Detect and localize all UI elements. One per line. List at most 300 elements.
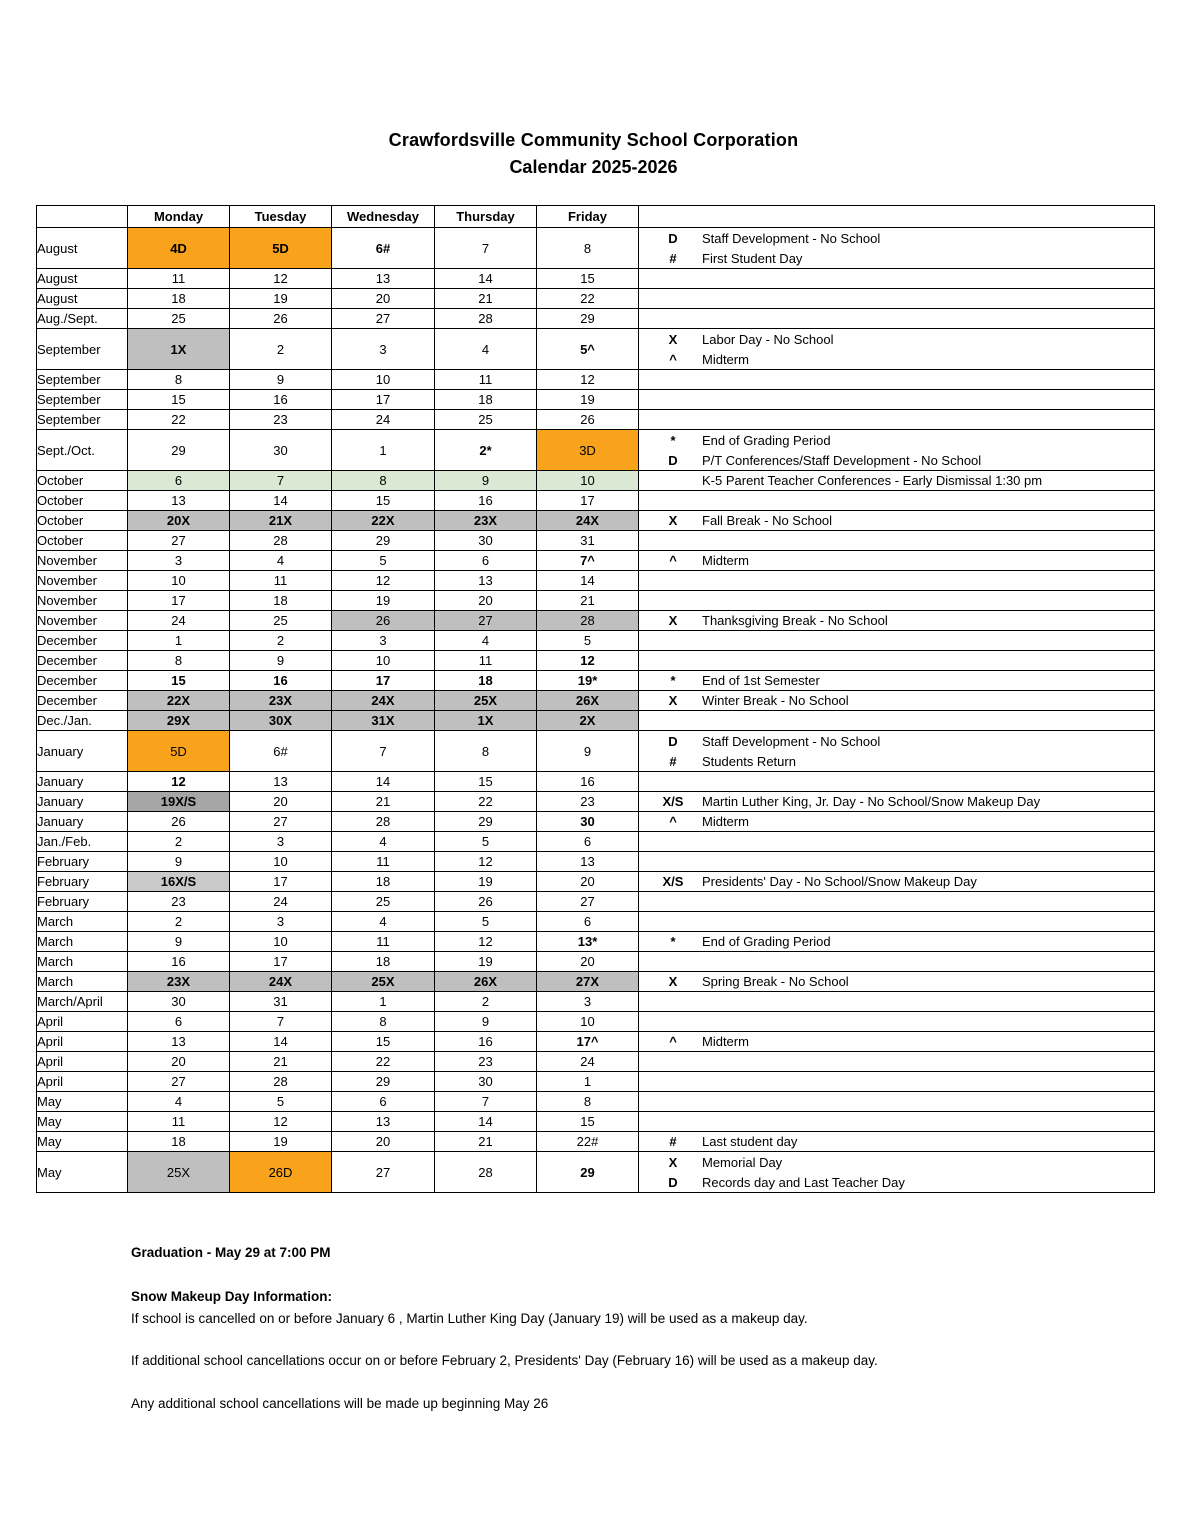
day-cell: 13 xyxy=(332,269,435,289)
notes-cell xyxy=(639,1112,1155,1132)
page-title: Crawfordsville Community School Corporation xyxy=(388,130,799,150)
day-cell: 21 xyxy=(537,591,639,611)
day-cell: 30 xyxy=(435,531,537,551)
day-cell: 11 xyxy=(435,651,537,671)
day-cell: 16 xyxy=(537,772,639,792)
note-line xyxy=(639,751,1154,771)
notes-cell xyxy=(639,932,1155,952)
month-label: September xyxy=(37,390,128,410)
day-cell: 9 xyxy=(435,471,537,491)
day-cell: 25 xyxy=(332,892,435,912)
day-cell: 3 xyxy=(537,992,639,1012)
note-description: K-5 Parent Teacher Conferences - Early Dismissal 1:30 pm xyxy=(702,473,1043,488)
day-cell: 6 xyxy=(128,471,230,491)
note-symbol: # xyxy=(669,1134,677,1149)
day-cell: 19 xyxy=(435,872,537,892)
day-cell: 24X xyxy=(537,511,639,531)
day-cell: 29 xyxy=(332,531,435,551)
day-cell: 3 xyxy=(332,329,435,370)
day-cell: 22 xyxy=(128,410,230,430)
day-cell: 13 xyxy=(128,491,230,511)
notes-cell xyxy=(639,471,1155,491)
day-cell: 19 xyxy=(230,1132,332,1152)
calendar-week-row xyxy=(37,309,1155,329)
note-symbol: * xyxy=(670,673,676,688)
month-label: December xyxy=(37,691,128,711)
day-cell: 1 xyxy=(537,1072,639,1092)
day-cell: 20 xyxy=(435,591,537,611)
note-symbol: X xyxy=(668,974,678,989)
day-cell: 9 xyxy=(537,731,639,772)
notes-cell xyxy=(639,792,1155,812)
note-description: Midterm xyxy=(702,1034,749,1049)
notes-cell xyxy=(639,1152,1155,1193)
calendar-week-row xyxy=(37,511,1155,531)
day-cell: 14 xyxy=(230,491,332,511)
day-cell: 30X xyxy=(230,711,332,731)
note-symbol: X/S xyxy=(662,874,684,889)
note-description: First Student Day xyxy=(702,250,803,266)
day-cell: 28 xyxy=(435,1152,537,1193)
note-symbol: X xyxy=(668,613,678,628)
notes-cell xyxy=(639,511,1155,531)
notes-cell xyxy=(639,812,1155,832)
month-label: August xyxy=(37,289,128,309)
month-label: April xyxy=(37,1012,128,1032)
month-label: March xyxy=(37,912,128,932)
day-cell: 27 xyxy=(128,531,230,551)
note-line xyxy=(639,1033,1154,1051)
notes-cell xyxy=(639,832,1155,852)
note-line xyxy=(639,552,1154,570)
note-symbol: ^ xyxy=(669,553,677,568)
notes-cell xyxy=(639,912,1155,932)
day-cell: 10 xyxy=(332,651,435,671)
day-cell: 20 xyxy=(332,289,435,309)
day-cell: 1 xyxy=(332,992,435,1012)
calendar-week-row xyxy=(37,430,1155,471)
calendar-week-row xyxy=(37,671,1155,691)
day-cell: 18 xyxy=(332,952,435,972)
day-cell: 8 xyxy=(435,731,537,772)
day-cell: 6 xyxy=(435,551,537,571)
calendar-week-row xyxy=(37,329,1155,370)
month-label: January xyxy=(37,772,128,792)
month-label: December xyxy=(37,671,128,691)
note-line xyxy=(639,813,1154,831)
day-cell: 12 xyxy=(537,370,639,390)
note-line xyxy=(639,248,1154,268)
day-cell: 25 xyxy=(435,410,537,430)
day-cell: 4D xyxy=(128,228,230,269)
day-cell: 31X xyxy=(332,711,435,731)
day-cell: 5^ xyxy=(537,329,639,370)
notes-cell xyxy=(639,390,1155,410)
calendar-week-row xyxy=(37,932,1155,952)
day-cell: 29 xyxy=(435,812,537,832)
day-cell: 20 xyxy=(537,952,639,972)
note-line xyxy=(639,873,1154,891)
month-label: January xyxy=(37,812,128,832)
note-line xyxy=(639,472,1154,490)
notes-cell xyxy=(639,571,1155,591)
notes-cell xyxy=(639,269,1155,289)
calendar-week-row xyxy=(37,1052,1155,1072)
day-cell: 9 xyxy=(230,370,332,390)
month-label: November xyxy=(37,571,128,591)
month-label: September xyxy=(37,410,128,430)
day-cell: 16 xyxy=(230,671,332,691)
day-cell: 14 xyxy=(332,772,435,792)
day-cell: 10 xyxy=(332,370,435,390)
day-cell: 3 xyxy=(128,551,230,571)
snow-makeup-title: Snow Makeup Day Information: xyxy=(131,1289,333,1304)
day-cell: 15 xyxy=(332,1032,435,1052)
day-cell: 17 xyxy=(230,872,332,892)
note-symbol: # xyxy=(669,250,677,266)
day-cell: 14 xyxy=(537,571,639,591)
day-cell: 29 xyxy=(332,1072,435,1092)
note-description: Fall Break - No School xyxy=(702,513,833,528)
note-symbol: D xyxy=(668,452,678,468)
graduation-note: Graduation - May 29 at 7:00 PM xyxy=(131,1245,331,1260)
column-header-empty xyxy=(639,206,1155,228)
note-symbol: X xyxy=(668,1154,678,1170)
day-cell: 25 xyxy=(230,611,332,631)
calendar-week-row xyxy=(37,1072,1155,1092)
note-symbol: X xyxy=(668,693,678,708)
day-cell: 29X xyxy=(128,711,230,731)
day-cell: 2 xyxy=(230,631,332,651)
day-cell: 15 xyxy=(332,491,435,511)
note-line xyxy=(639,1172,1154,1192)
day-cell: 4 xyxy=(230,551,332,571)
note-description: Labor Day - No School xyxy=(702,331,834,347)
day-cell: 11 xyxy=(332,852,435,872)
note-line xyxy=(639,933,1154,951)
calendar-week-row xyxy=(37,471,1155,491)
note-description: Students Return xyxy=(702,753,796,769)
day-cell: 16 xyxy=(435,1032,537,1052)
day-cell: 31 xyxy=(230,992,332,1012)
notes-cell xyxy=(639,731,1155,772)
day-cell: 19X/S xyxy=(128,792,230,812)
calendar-week-row xyxy=(37,812,1155,832)
day-cell: 9 xyxy=(435,1012,537,1032)
calendar-week-row xyxy=(37,1112,1155,1132)
column-header-friday: Friday xyxy=(537,206,639,228)
day-cell: 4 xyxy=(332,912,435,932)
day-cell: 5D xyxy=(128,731,230,772)
day-cell: 21 xyxy=(435,1132,537,1152)
note-description: End of Grading Period xyxy=(702,432,831,448)
day-cell: 30 xyxy=(435,1072,537,1092)
day-cell: 14 xyxy=(435,269,537,289)
day-cell: 27 xyxy=(230,812,332,832)
day-cell: 7^ xyxy=(537,551,639,571)
note-line xyxy=(639,731,1154,751)
month-label: November xyxy=(37,611,128,631)
day-cell: 23X xyxy=(230,691,332,711)
column-header-wednesday: Wednesday xyxy=(332,206,435,228)
day-cell: 8 xyxy=(537,1092,639,1112)
calendar-week-row xyxy=(37,390,1155,410)
notes-cell xyxy=(639,872,1155,892)
day-cell: 10 xyxy=(230,932,332,952)
day-cell: 12 xyxy=(435,852,537,872)
note-description: End of 1st Semester xyxy=(702,673,820,688)
day-cell: 9 xyxy=(230,651,332,671)
day-cell: 1X xyxy=(435,711,537,731)
day-cell: 13* xyxy=(537,932,639,952)
day-cell: 19 xyxy=(537,390,639,410)
day-cell: 26 xyxy=(230,309,332,329)
day-cell: 5D xyxy=(230,228,332,269)
month-label: March xyxy=(37,952,128,972)
note-line xyxy=(639,1152,1154,1172)
day-cell: 10 xyxy=(128,571,230,591)
day-cell: 25X xyxy=(128,1152,230,1193)
day-cell: 11 xyxy=(230,571,332,591)
note-description: Records day and Last Teacher Day xyxy=(702,1174,905,1190)
calendar-week-row xyxy=(37,731,1155,772)
notes-cell xyxy=(639,370,1155,390)
note-line xyxy=(639,612,1154,630)
day-cell: 21 xyxy=(230,1052,332,1072)
note-line xyxy=(639,430,1154,450)
day-cell: 27X xyxy=(537,972,639,992)
day-cell: 28 xyxy=(230,531,332,551)
day-cell: 5 xyxy=(435,912,537,932)
notes-cell xyxy=(639,611,1155,631)
day-cell: 7 xyxy=(435,1092,537,1112)
day-cell: 24X xyxy=(230,972,332,992)
note-line xyxy=(639,512,1154,530)
day-cell: 7 xyxy=(332,731,435,772)
calendar-week-row xyxy=(37,872,1155,892)
note-description: Midterm xyxy=(702,351,749,367)
day-cell: 20 xyxy=(332,1132,435,1152)
note-description: Staff Development - No School xyxy=(702,230,881,246)
day-cell: 20 xyxy=(230,792,332,812)
day-cell: 18 xyxy=(230,591,332,611)
calendar-week-row xyxy=(37,992,1155,1012)
note-symbol: # xyxy=(669,753,677,769)
column-header-tuesday: Tuesday xyxy=(230,206,332,228)
day-cell: 28 xyxy=(435,309,537,329)
note-description: Staff Development - No School xyxy=(702,733,881,749)
day-cell: 27 xyxy=(332,1152,435,1193)
calendar-week-row xyxy=(37,972,1155,992)
day-cell: 12 xyxy=(230,269,332,289)
day-cell: 13 xyxy=(128,1032,230,1052)
day-cell: 23 xyxy=(435,1052,537,1072)
day-cell: 16 xyxy=(435,491,537,511)
column-header-thursday: Thursday xyxy=(435,206,537,228)
page-subtitle: Calendar 2025-2026 xyxy=(509,157,678,177)
day-cell: 1 xyxy=(332,430,435,471)
calendar-week-row xyxy=(37,571,1155,591)
note-line xyxy=(639,1133,1154,1151)
note-line xyxy=(639,329,1154,349)
day-cell: 22# xyxy=(537,1132,639,1152)
day-cell: 12 xyxy=(435,932,537,952)
day-cell: 17 xyxy=(332,390,435,410)
day-cell: 13 xyxy=(537,852,639,872)
day-cell: 4 xyxy=(332,832,435,852)
calendar-week-row xyxy=(37,370,1155,390)
day-cell: 3D xyxy=(537,430,639,471)
day-cell: 10 xyxy=(230,852,332,872)
calendar-week-row xyxy=(37,772,1155,792)
day-cell: 19* xyxy=(537,671,639,691)
month-label: Jan./Feb. xyxy=(37,832,128,852)
day-cell: 8 xyxy=(332,471,435,491)
calendar-week-row xyxy=(37,691,1155,711)
month-label: November xyxy=(37,551,128,571)
day-cell: 26 xyxy=(435,892,537,912)
notes-cell xyxy=(639,1052,1155,1072)
month-label: February xyxy=(37,892,128,912)
day-cell: 2 xyxy=(128,832,230,852)
day-cell: 27 xyxy=(332,309,435,329)
column-header-monday: Monday xyxy=(128,206,230,228)
day-cell: 5 xyxy=(230,1092,332,1112)
notes-cell xyxy=(639,711,1155,731)
day-cell: 22X xyxy=(332,511,435,531)
day-cell: 30 xyxy=(230,430,332,471)
notes-cell xyxy=(639,1032,1155,1052)
note-symbol: * xyxy=(670,934,676,949)
calendar-week-row xyxy=(37,651,1155,671)
notes-cell xyxy=(639,329,1155,370)
day-cell: 4 xyxy=(435,631,537,651)
day-cell: 8 xyxy=(332,1012,435,1032)
month-label: October xyxy=(37,531,128,551)
day-cell: 25 xyxy=(128,309,230,329)
day-cell: 19 xyxy=(230,289,332,309)
day-cell: 24 xyxy=(537,1052,639,1072)
note-description: End of Grading Period xyxy=(702,934,831,949)
calendar-week-row xyxy=(37,952,1155,972)
day-cell: 2X xyxy=(537,711,639,731)
day-cell: 18 xyxy=(435,390,537,410)
day-cell: 11 xyxy=(128,1112,230,1132)
note-line xyxy=(639,228,1154,248)
day-cell: 17 xyxy=(128,591,230,611)
day-cell: 22X xyxy=(128,691,230,711)
day-cell: 26 xyxy=(332,611,435,631)
notes-cell xyxy=(639,228,1155,269)
notes-cell xyxy=(639,952,1155,972)
note-description: Midterm xyxy=(702,814,749,829)
notes-cell xyxy=(639,1072,1155,1092)
day-cell: 26X xyxy=(435,972,537,992)
notes-cell xyxy=(639,1092,1155,1112)
day-cell: 17 xyxy=(537,491,639,511)
day-cell: 15 xyxy=(537,269,639,289)
note-description: Memorial Day xyxy=(702,1154,783,1170)
day-cell: 14 xyxy=(435,1112,537,1132)
day-cell: 1 xyxy=(128,631,230,651)
day-cell: 24X xyxy=(332,691,435,711)
day-cell: 24 xyxy=(332,410,435,430)
month-label: Dec./Jan. xyxy=(37,711,128,731)
month-label: February xyxy=(37,872,128,892)
day-cell: 6 xyxy=(128,1012,230,1032)
note-symbol: X xyxy=(668,513,678,528)
calendar-week-row xyxy=(37,410,1155,430)
day-cell: 26X xyxy=(537,691,639,711)
month-label: March xyxy=(37,932,128,952)
note-line xyxy=(639,973,1154,991)
day-cell: 12 xyxy=(230,1112,332,1132)
calendar-week-row xyxy=(37,591,1155,611)
notes-cell xyxy=(639,410,1155,430)
calendar-week-row xyxy=(37,611,1155,631)
notes-cell xyxy=(639,491,1155,511)
notes-cell xyxy=(639,430,1155,471)
notes-cell xyxy=(639,289,1155,309)
day-cell: 27 xyxy=(128,1072,230,1092)
day-cell: 19 xyxy=(435,952,537,972)
month-label: September xyxy=(37,370,128,390)
calendar-week-row xyxy=(37,711,1155,731)
day-cell: 14 xyxy=(230,1032,332,1052)
note-symbol: ^ xyxy=(669,814,677,829)
notes-cell xyxy=(639,651,1155,671)
calendar-week-row xyxy=(37,832,1155,852)
note-symbol: ^ xyxy=(669,351,677,367)
calendar-week-row xyxy=(37,1132,1155,1152)
notes-cell xyxy=(639,892,1155,912)
calendar-week-row xyxy=(37,852,1155,872)
day-cell: 28 xyxy=(332,812,435,832)
day-cell: 6 xyxy=(537,832,639,852)
month-label: May xyxy=(37,1132,128,1152)
day-cell: 13 xyxy=(435,571,537,591)
note-line xyxy=(639,349,1154,369)
day-cell: 31 xyxy=(537,531,639,551)
calendar-week-row xyxy=(37,228,1155,269)
notes-cell xyxy=(639,531,1155,551)
day-cell: 17 xyxy=(332,671,435,691)
day-cell: 23 xyxy=(128,892,230,912)
day-cell: 21 xyxy=(435,289,537,309)
note-description: Midterm xyxy=(702,553,749,568)
day-cell: 23X xyxy=(435,511,537,531)
day-cell: 11 xyxy=(332,932,435,952)
day-cell: 21X xyxy=(230,511,332,531)
day-cell: 23 xyxy=(537,792,639,812)
day-cell: 11 xyxy=(128,269,230,289)
day-cell: 13 xyxy=(332,1112,435,1132)
snow-makeup-line: If school is cancelled on or before January 6 , Martin Luther King Day (January 19) will be used as a makeup day. xyxy=(131,1311,808,1326)
month-label: March/April xyxy=(37,992,128,1012)
note-description: Last student day xyxy=(702,1134,798,1149)
notes-cell xyxy=(639,1012,1155,1032)
day-cell: 7 xyxy=(435,228,537,269)
day-cell: 9 xyxy=(128,932,230,952)
day-cell: 2* xyxy=(435,430,537,471)
day-cell: 2 xyxy=(230,329,332,370)
notes-cell xyxy=(639,1132,1155,1152)
month-label: October xyxy=(37,471,128,491)
day-cell: 6 xyxy=(332,1092,435,1112)
day-cell: 13 xyxy=(230,772,332,792)
day-cell: 12 xyxy=(332,571,435,591)
day-cell: 15 xyxy=(128,671,230,691)
